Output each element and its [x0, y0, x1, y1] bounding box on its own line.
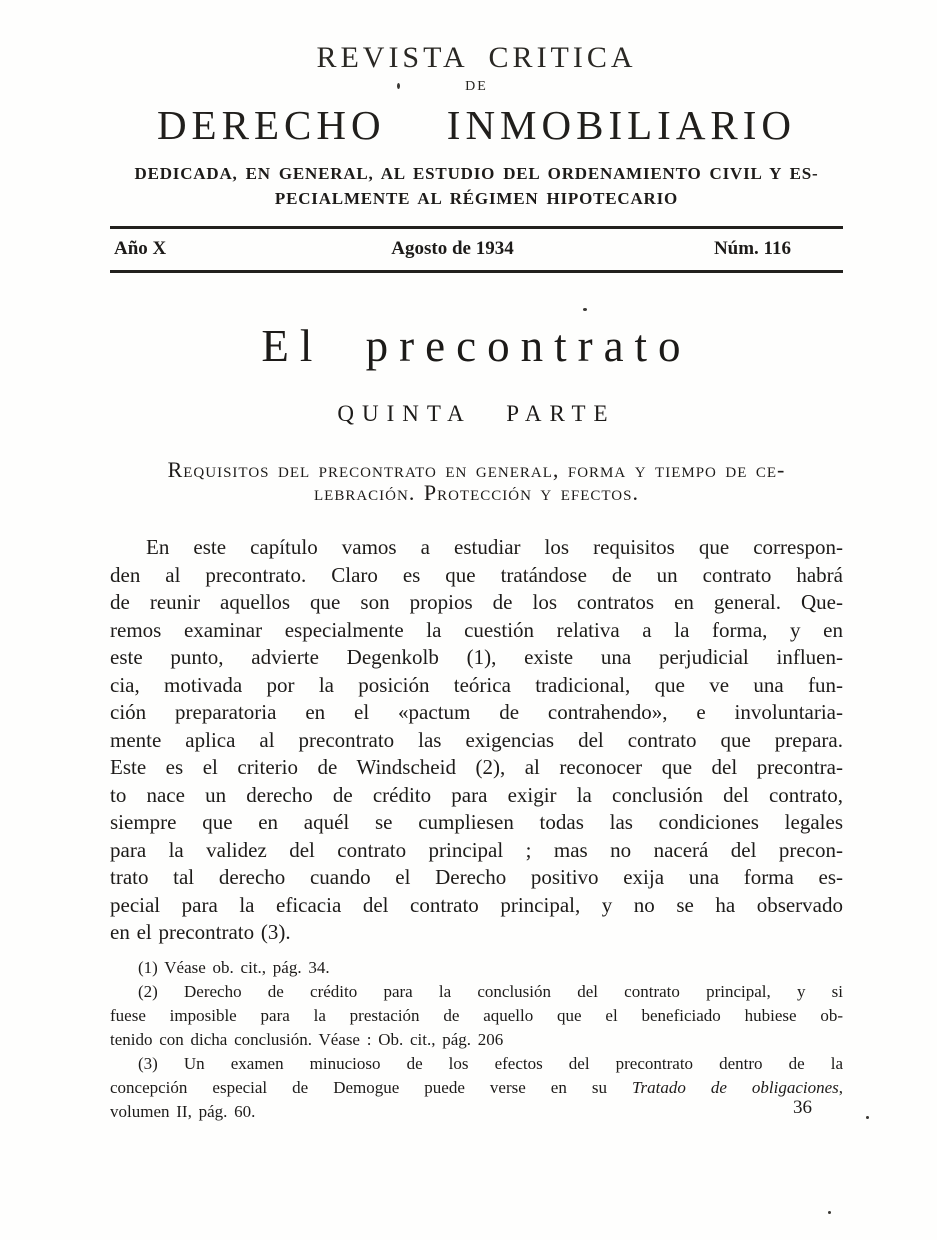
footnote-text: ,: [838, 1077, 844, 1097]
footnote-line: [110, 1076, 843, 1100]
page-content: [110, 0, 843, 1124]
issue-number: Núm. 116: [713, 238, 792, 259]
scan-speck: [828, 1211, 831, 1214]
footnote-line: tenido con dicha conclusión. Véase : Ob. cit., pág. 206: [110, 1029, 504, 1049]
page-number: 36: [793, 1097, 812, 1118]
footnote-line: volumen II, pág. 60.: [110, 1101, 256, 1121]
footnote-2: [110, 980, 843, 1052]
article-title: El precontrato: [261, 321, 692, 371]
journal-title-line2: DERECHO INMOBILIARIO: [156, 102, 797, 148]
scan-speck: [397, 83, 400, 89]
issue-year: Año X: [114, 238, 167, 259]
body-text-line: trato tal derecho cuando el Derecho positivo exija una forma es-: [110, 865, 843, 890]
footnote-line: fuese imposible para la prestación de aquello que el beneficiado hubiese ob-: [110, 1005, 843, 1025]
journal-title-line1: REVISTA CRITICA: [316, 41, 637, 74]
scan-speck: [583, 308, 587, 311]
journal-title-separator: DE: [465, 79, 488, 94]
footnote-text: concepción especial de Demogue puede verse en su: [110, 1077, 607, 1097]
masthead: [110, 42, 843, 211]
issue-row: [110, 238, 843, 260]
footnote-italic-title: Tratado de obligaciones: [631, 1077, 839, 1097]
footnote-1: [110, 956, 843, 980]
body-text-line: to nace un derecho de crédito para exigir la conclusión del contrato,: [110, 782, 843, 807]
scan-speck: [866, 1116, 869, 1119]
footnote-line: (2) Derecho de crédito para la conclusión del contrato principal, y si: [138, 981, 843, 1001]
body-text-line: cia, motivada por la posición teórica tradicional, que ve una fun-: [110, 672, 843, 697]
footnote-line: (3) Un examen minucioso de los efectos del precontrato dentro de la: [138, 1053, 843, 1073]
body-text-line: Este es el criterio de Windscheid (2), al reconocer que del precontra-: [110, 755, 843, 780]
footnotes: [110, 956, 843, 1124]
body-text-line: para la validez del contrato principal ; mas no nacerá del precon-: [110, 837, 843, 862]
body-text-line: este punto, advierte Degenkolb (1), existe una perjudicial influen-: [110, 645, 843, 670]
section-heading-line2: lebración. Protección y efectos.: [314, 480, 639, 506]
body-text-line: En este capítulo vamos a estudiar los requisitos que correspon-: [146, 535, 843, 560]
body-text-line: pecial para la eficacia del contrato principal, y no se ha observado: [110, 892, 843, 917]
body-text-line: de reunir aquellos que son propios de los contratos en general. Que-: [110, 590, 843, 615]
journal-subtitle: [110, 161, 843, 211]
body-text-line: den al precontrato. Claro es que tratándose de un contrato habrá: [110, 562, 843, 587]
body-text-line: ción preparatoria en el «pactum de contrahendo», e involuntaria-: [110, 700, 843, 725]
body-text-line: remos examinar especialmente la cuestión relativa a la forma, y en: [110, 617, 843, 642]
body-text-line: en el precontrato (3).: [110, 920, 291, 945]
footnote-3: [110, 1052, 843, 1124]
article-part-heading: QUINTA PARTE: [337, 401, 616, 427]
article-body: [110, 534, 843, 947]
journal-subtitle-line1: DEDICADA, EN GENERAL, AL ESTUDIO DEL ORDENAMIENTO CIVIL Y ES-: [134, 164, 819, 183]
issue-bar: [110, 226, 843, 273]
body-text-line: mente aplica al precontrato las exigencias del contrato que prepara.: [110, 727, 843, 752]
journal-subtitle-line2: PECIALMENTE AL RÉGIMEN HIPOTECARIO: [274, 189, 679, 208]
footnote-line: (1) Véase ob. cit., pág. 34.: [138, 957, 330, 977]
body-text-line: siempre que en aquél se cumpliesen todas las condiciones legales: [110, 810, 843, 835]
issue-date: Agosto de 1934: [391, 238, 514, 259]
section-heading-line1: Requisitos del precontrato en general, forma y tiempo de ce-: [167, 457, 786, 483]
section-heading: [110, 458, 843, 504]
